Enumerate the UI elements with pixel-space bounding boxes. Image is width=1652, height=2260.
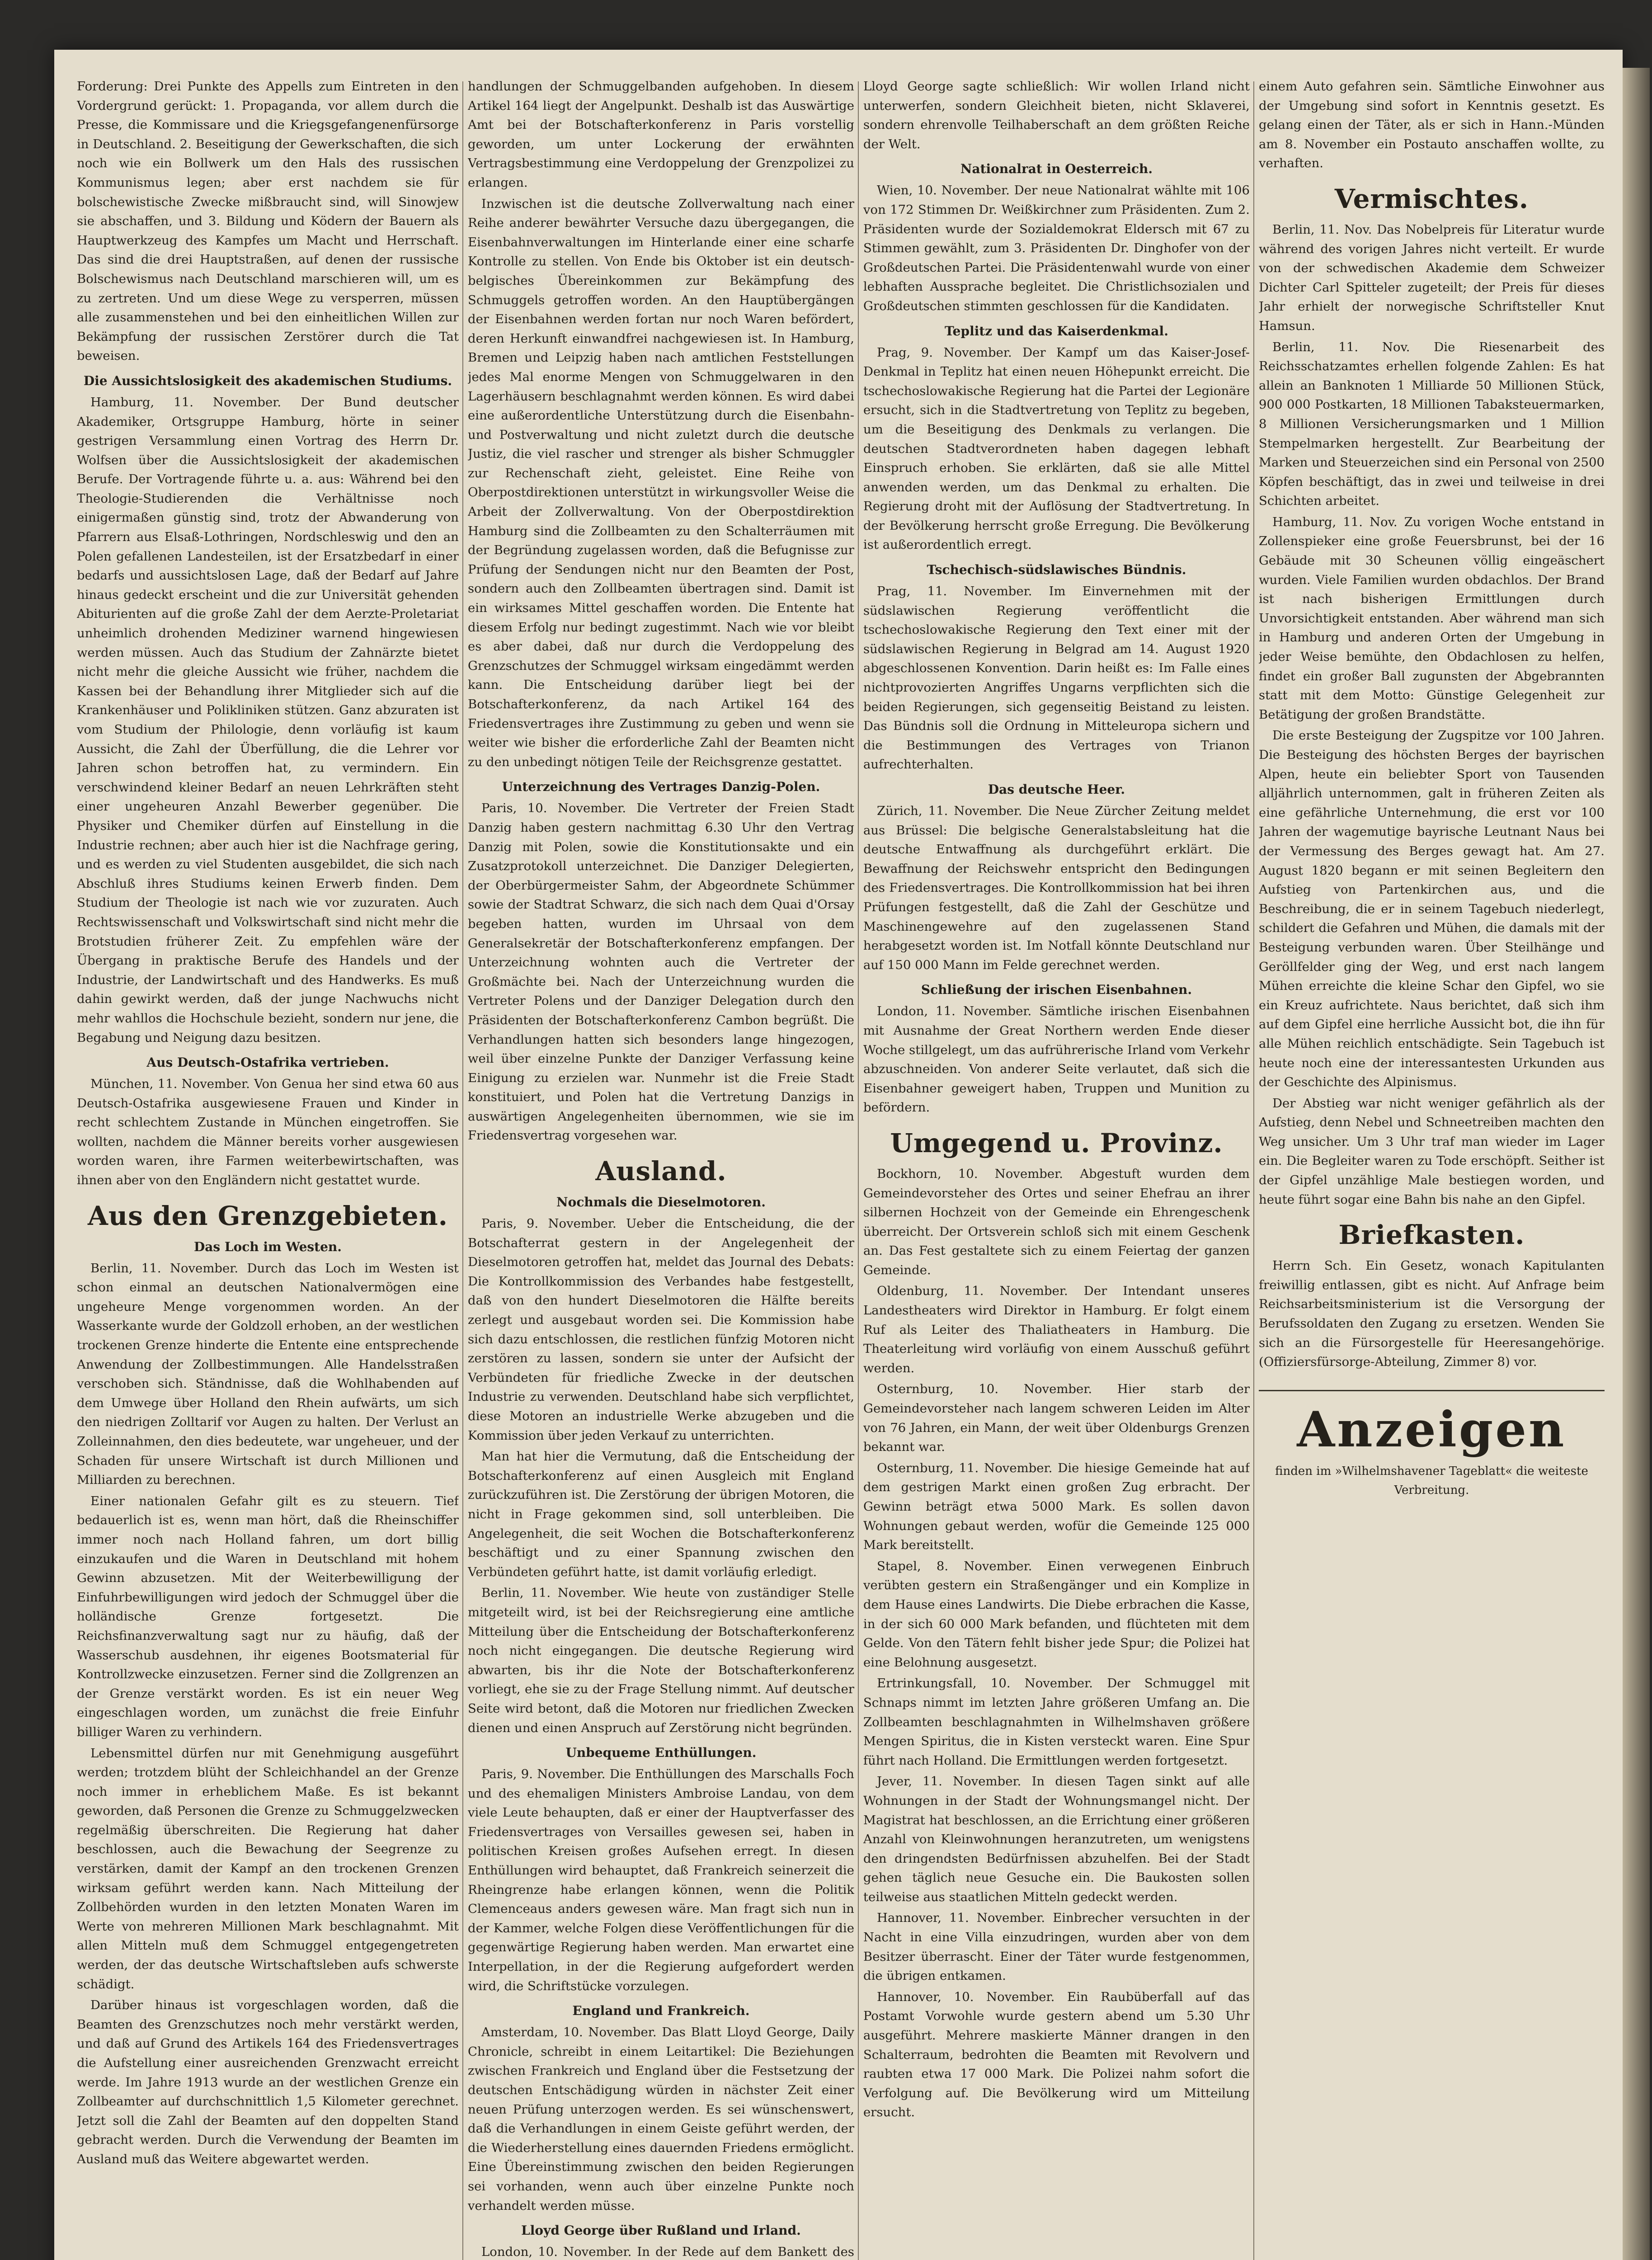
article-paragraph: Hamburg, 11. Nov. Zu vorigen Woche entstand in Zollenspieker eine große Feuersbrunst, bei der 16 Gebäude mit 30 Scheunen völlig eingeäschert wurden. Viele Familien wurden obdachlos. Der Brand ist nach bisherigen Ermittlungen durch Unvorsichtigkeit entstanden. Aber während man sich in Hamburg und anderen Orten der Umgebung in jeder Weise bemühte, den Obdachlosen zu helfen, findet ein großer Ball zugunsten der Abgebrannten statt mit dem Motto: Günstige Gelegenheit zur Betätigung der großen Brandstätte.	[1259, 514, 1605, 722]
article-heading: Aus Deutsch-Ostafrika vertrieben.	[146, 1055, 389, 1070]
article-paragraph: Paris, 9. November. Ueber die Entscheidung, die der Botschafterrat gestern in der Angelegenheit der Dieselmotoren getroffen hat, meldet das Journal des Debats: Die Kontrollkommission des Verbandes habe festgestellt, daß von den hundert Dieselmotoren die Hälfte bereits zerlegt und ausgebaut worden sei. Die Kommission habe sich dazu entschlossen, die restlichen fünfzig Motoren nicht zerstören zu lassen, sondern sie unter der Aufsicht der Verbündeten für friedliche Zwecke in der deutschen Industrie zu verwenden. Deutschland habe sich verpflichtet, diese Motoren an industrielle Werke abzugeben und die Kommission über jeden Verkauf zu unterrichten.	[468, 1216, 854, 1443]
article-heading: Das Loch im Westen.	[193, 1239, 342, 1254]
article-paragraph: Jever, 11. November. In diesen Tagen sinkt auf alle Wohnungen in der Stadt der Wohnungsmangel nicht. Der Magistrat hat beschlossen, an die Errichtung einer größeren Anzahl von Kleinwohnungen heranzutreten, um wenigstens den dringendsten Bedürfnissen abzuhelfen. Bei der Stadt gehen täglich neue Gesuche ein. Die Baukosten sollen teilweise aus staatlichen Mitteln gedeckt werden.	[863, 1774, 1250, 1904]
page-edge	[1623, 68, 1650, 2260]
section-heading: Umgegend u. Provinz.	[890, 1127, 1223, 1158]
article-paragraph: München, 11. November. Von Genua her sind etwa 60 aus Deutsch-Ostafrika ausgewiesene Frauen und Kinder in recht schlechtem Zustande in München eingetroffen. Sie wollten, nachdem die Männer bereits vorher ausgewiesen worden waren, ihre Farmen weiterbewirtschaften, was ihnen aber von den Engländern nicht gestattet wurde.	[77, 1077, 459, 1188]
article-paragraph: Bockhorn, 10. November. Abgestuft wurden dem Gemeindevorsteher des Ortes und seiner Ehefrau an ihrer silbernen Hochzeit von der Gemeinde ein Ehrengeschenk überreicht. Der Ortsverein schloß sich mit einem Geschenk an. Das Fest gestaltete sich zu einem Feiertag der ganzen Gemeinde.	[863, 1166, 1250, 1277]
article-heading: Die Aussichtslosigkeit des akademischen Studiums.	[83, 373, 452, 388]
article-paragraph: einem Auto gefahren sein. Sämtliche Einwohner aus der Umgebung sind sofort in Kenntnis gesetzt. Es gelang einen der Täter, als er sich in Hann.-Münden am 8. November ein Postauto anschaffen wollte, zu verhaften.	[1259, 79, 1605, 171]
article-paragraph: London, 10. November. In der Rede auf dem Bankett des	[481, 2245, 854, 2260]
article-heading: Lloyd George über Rußland und Irland.	[521, 2223, 801, 2238]
article-paragraph: Zürich, 11. November. Die Neue Zürcher Zeitung meldet aus Brüssel: Die belgische Generalstabsleitung hat die deutsche Entwaffnung als durchgeführt erklärt. Die Bewaffnung der Reichswehr entspricht den Bedingungen des Friedensvertrages. Die Kontrollkommission hat bei ihren Prüfungen festgestellt, daß die Zahl der Geschütze und Maschinengewehre auf den zugelassenen Stand herabgesetzt worden ist. Im Notfall könnte Deutschland nur auf 150 000 Mann im Felde gerechnet werden.	[863, 804, 1250, 972]
article-paragraph: Ertrinkungsfall, 10. November. Der Schmuggel mit Schnaps nimmt im letzten Jahre größeren Umfang an. Die Zollbeamten beschlagnahmten in Wilhelmshaven größere Mengen Spiritus, die in Kisten versteckt waren. Eine Spur führt nach Holland. Die Ermittlungen werden fortgesetzt.	[863, 1676, 1250, 1768]
article-paragraph: Berlin, 11. Nov. Die Riesenarbeit des Reichsschatzamtes erhellen folgende Zahlen: Es hat allein an Banknoten 1 Milliarde 50 Millionen Stück, 900 000 Postkarten, 18 Millionen Tabaksteuermarken, 8 Millionen Versicherungsmarken und 1 Million Stempelmarken hergestellt. Zur Bearbeitung der Marken und Steuerzeichen sind ein Personal von 2500 Köpfen beschäftigt, das in zwei und teilweise in drei Schichten arbeitet.	[1259, 339, 1605, 508]
article-paragraph: Berlin, 11. November. Wie heute von zuständiger Stelle mitgeteilt wird, ist bei der Reichsregierung eine amtliche Mitteilung über die Entscheidung der Botschafterkonferenz noch nicht eingegangen. Die deutsche Regierung wird abwarten, bis ihr die Note der Botschafterkonferenz vorliegt, ehe sie zu der Frage Stellung nimmt. Auf deutscher Seite wird betont, daß die Motoren nur friedlichen Zwecken dienen und einen Anspruch auf Zerstörung nicht begründen.	[468, 1586, 854, 1735]
article-paragraph: Inzwischen ist die deutsche Zollverwaltung nach einer Reihe anderer bewährter Versuche dazu übergegangen, die Eisenbahnverwaltungen im Hinterlande einer eine scharfe Kontrolle zu stellen. Von Ende bis Oktober ist ein deutsch-belgisches Übereinkommen zur Bekämpfung des Schmuggels getroffen worden. An den Hauptübergängen der Eisenbahnen werden fortan nur noch Waren befördert, deren Herkunft einwandfrei nachgewiesen ist. In Hamburg, Bremen und Leipzig haben nach amtlichen Feststellungen jedes Mal enorme Mengen von Schmuggelwaren in den Lagerhäusern beschlagnahmt werden können. Es wird dabei eine außerordentliche Unterstützung durch die Eisenbahn- und Postverwaltung und nicht zuletzt durch die deutsche Justiz, die viel rascher und strenger als bisher Schmuggler zur Rechenschaft zieht, geleistet. Eine Reihe von Oberpostdirektionen unterstützt in wirkungsvoller Weise die Arbeit der Zollverwaltung. Von der Oberpostdirektion Hamburg sind die Zollbeamten zu den Schalterräumen mit der Begründung zugelassen worden, daß die Befugnisse zur Prüfung der Sendungen nicht nur den Beamten der Post, sondern auch den Zollbeamten übertragen sind. Damit ist ein wirksames Mittel geschaffen worden. Die Entente hat diesem Erfolg nur bedingt zugestimmt. Nach wie vor bleibt es aber dabei, daß nur durch die Verdoppelung des Grenzschutzes der Schmuggel wirksam eingedämmt werden kann. Die Entscheidung darüber liegt bei der Botschafterkonferenz, da nach Artikel 164 des Friedensvertrages ihre Zustimmung zu geben und wenn sie weiter wie bisher die erforderliche Zahl der Beamten nicht zu den unbedingt nötigen Teile der Reichsgrenze gestattet.	[468, 196, 854, 769]
article-heading: Nationalrat in Oesterreich.	[960, 161, 1153, 177]
article-paragraph: Lloyd George sagte schließlich: Wir wollen Irland nicht unterwerfen, sondern Gleichheit bieten, nicht Sklaverei, sondern ehrenvolle Teilhaberschaft an dem größten Reiche der Welt.	[863, 79, 1250, 151]
article-paragraph: Hannover, 10. November. Ein Raubüberfall auf das Postamt Vorwohle wurde gestern abend um 5.30 Uhr ausgeführt. Mehrere maskierte Männer drangen in den Schalterraum, bedrohten die Beamten mit Revolvern und raubten etwa 17 000 Mark. Die Polizei nahm sofort die Verfolgung auf. Die Bevölkerung wird um Mitteilung ersucht.	[863, 1989, 1250, 2120]
article-paragraph: Darüber hinaus ist vorgeschlagen worden, daß die Beamten des Grenzschutzes noch mehr verstärkt werden, und daß auf Grund des Artikels 164 des Friedensvertrages die Aufstellung einer ausreichenden Grenzwacht erreicht werde. Im Jahre 1913 wurde an der westlichen Grenze ein Zollbeamter auf durchschnittlich 1,5 Kilometer gerechnet. Jetzt soll die Zahl der Beamten auf den doppelten Stand gebracht werden. Durch die Verwendung der Beamten im Ausland muß das Weitere abgewartet werden.	[77, 1998, 459, 2166]
article-paragraph: Berlin, 11. November. Durch das Loch im Westen ist schon einmal an deutschen Nationalvermögen eine ungeheure Menge vorgenommen worden. An der Wasserkante wurde der Goldzoll erhoben, an der westlichen trockenen Grenze hinderte die Entente eine entsprechende Anwendung der Zollbestimmungen. Alle Handelsstraßen verschoben sich. Ständnisse, daß die Wohlhabenden auf dem Umwege über Holland den Rhein aufwärts, um sich den niedrigen Zolltarif vor Augen zu halten. Der Verlust an Zolleinnahmen, den dies bedeutete, war ungeheuer, und der Schaden für unsere Wirtschaft ist durch Millionen und Milliarden zu berechnen.	[77, 1261, 459, 1488]
column-2	[468, 77, 854, 2260]
article-paragraph: Man hat hier die Vermutung, daß die Entscheidung der Botschafterkonferenz auf einen Ausgleich mit England zurückzuführen ist. Die Zerstörung der übrigen Motoren, die nicht in Frage gekommen sind, soll unterbleiben. Die Angelegenheit, die seit Wochen die Botschafterkonferenz beschäftigt und zu einer Spannung zwischen den Verbündeten geführt hatte, ist damit vorläufig erledigt.	[468, 1449, 854, 1579]
section-heading: Vermischtes.	[1334, 183, 1529, 214]
article-heading: Nochmals die Dieselmotoren.	[556, 1195, 766, 1210]
column-rule	[858, 81, 859, 2260]
article-paragraph: Wien, 10. November. Der neue Nationalrat wählte mit 106 von 172 Stimmen Dr. Weißkirchner zum Präsidenten. Zum 2. Präsidenten wurde der Sozialdemokrat Eldersch mit 67 zu Stimmen gewählt, zum 3. Präsidenten Dr. Dinghofer von der Großdeutschen Partei. Die Präsidentenwahl wurde von einer lebhaften Aussprache begleitet. Die Christlichsozialen und Großdeutschen stimmten geschlossen für die Kandidaten.	[863, 183, 1250, 313]
article-paragraph: Forderung: Drei Punkte des Appells zum Eintreten in den Vordergrund gerückt: 1. Propaganda, vor allem durch die Presse, die Kommissare und die Kriegsgefangenenfürsorge in Deutschland. 2. Beseitigung der Gewerkschaften, die sich noch wie ein Bollwerk um den Hals des russischen Kommunismus legen; aber erst nachdem sie für bolschewistische Zwecke mißbraucht sind, will Sinowjew sie abschaffen, und 3. Bildung und Ködern der Bauern als Hauptwerkzeug des Kampfes um Macht und Herrschaft. Das sind die drei Hauptstraßen, auf denen der russische Bolschewismus nach Deutschland marschieren will, um es zu zertreten. Und um diese Wege zu versperren, müssen alle zusammenstehen und bei den einheitlichen Willen zur Bekämpfung der russischen Zerstörer durch die Tat beweisen.	[77, 79, 459, 363]
ads-heading: Anzeigen	[1259, 1390, 1605, 1457]
article-paragraph: Osternburg, 10. November. Hier starb der Gemeindevorsteher nach langem schweren Leiden im Alter von 76 Jahren, ein Mann, der weit über Oldenburgs Grenzen bekannt war.	[863, 1382, 1250, 1455]
column-1	[77, 77, 459, 2260]
section-heading: Briefkasten.	[1338, 1219, 1525, 1251]
column-rule	[462, 81, 463, 2260]
article-paragraph: Der Abstieg war nicht weniger gefährlich als der Aufstieg, denn Nebel und Schneetreiben machten den Weg unsicher. Um 3 Uhr traf man wieder im Lager ein. Die Begleiter waren zu Tode erschöpft. Seither ist der Gipfel unzählige Male bestiegen worden, und heute führt sogar eine Bahn bis nahe an den Gipfel.	[1259, 1096, 1605, 1207]
article-paragraph: London, 11. November. Sämtliche irischen Eisenbahnen mit Ausnahme der Great Northern werden Ende dieser Woche stillgelegt, um das aufrührerische Irland vom Verkehr abzuschneiden. Von anderer Seite verlautet, daß sich die Eisenbahner geweigert haben, Truppen und Munition zu befördern.	[863, 1004, 1250, 1115]
article-heading: Unbequeme Enthüllungen.	[565, 1745, 757, 1761]
article-heading: Tschechisch-südslawisches Bündnis.	[927, 562, 1186, 578]
article-heading: Teplitz und das Kaiserdenkmal.	[945, 323, 1168, 339]
section-heading: Ausland.	[595, 1156, 727, 1187]
article-heading: Das deutsche Heer.	[988, 782, 1125, 797]
article-paragraph: Stapel, 8. November. Einen verwegenen Einbruch verübten gestern ein Straßengänger und ein Komplize in dem Hause eines Landwirts. Die Diebe erbrachen die Kasse, in der sich 60 000 Mark befanden, und flüchteten mit dem Gelde. Von den Tätern fehlt bisher jede Spur; die Polizei hat eine Belohnung ausgesetzt.	[863, 1558, 1250, 1670]
column-4	[1259, 77, 1605, 2260]
article-paragraph: handlungen der Schmuggelbanden aufgehoben. In diesem Artikel 164 liegt der Angelpunkt. Deshalb ist das Auswärtige Amt bei der Botschafterkonferenz in Paris vorstellig geworden, um unter Lockerung der erwähnten Vertragsbestimmung eine Verdoppelung der Grenzpolizei zu erlangen.	[468, 79, 854, 190]
article-paragraph: Prag, 9. November. Der Kampf um das Kaiser-Josef-Denkmal in Teplitz hat einen neuen Höhepunkt erreicht. Die tschechoslowakische Regierung hat die Partei der Legionäre ersucht, sich in die Stadtvertretung von Teplitz zu begeben, um die Beseitigung des Denkmals zu verlangen. Die deutschen Stadtverordneten haben dagegen lebhaft Einspruch erhoben. Sie erklärten, daß sie alle Mittel anwenden werden, um das Denkmal zu erhalten. Die Regierung droht mit der Auflösung der Stadtvertretung. In der Bevölkerung herrscht große Erregung. Die Bevölkerung ist außerordentlich erregt.	[863, 345, 1250, 552]
article-paragraph: Lebensmittel dürfen nur mit Genehmigung ausgeführt werden; trotzdem blüht der Schleichhandel an der Grenze noch immer in erheblichem Maße. Es ist bekannt geworden, daß Personen die Grenze zu Schmuggelzwecken regelmäßig überschreiten. Die Regierung hat daher beschlossen, auch die Bewachung der Seegrenze zu verstärken, damit der Kampf an den trockenen Grenzen wirksam geführt werden kann. Nach Mitteilung der Zollbehörden wurden in den letzten Monaten Waren im Werte von mehreren Millionen Mark beschlagnahmt. Mit allen Mitteln muß dem Schmuggel entgegengetreten werden, der das deutsche Wirtschaftsleben aufs schwerste schädigt.	[77, 1746, 459, 1992]
article-heading: Unterzeichnung des Vertrages Danzig-Polen.	[502, 779, 820, 795]
article-paragraph: Oldenburg, 11. November. Der Intendant unseres Landestheaters wird Direktor in Hamburg. Er folgt einem Ruf als Leiter des Thaliatheaters in Hamburg. Die Theaterleitung wird vorläufig von einem Ausschuß geführt werden.	[863, 1284, 1250, 1375]
article-paragraph: Prag, 11. November. Im Einvernehmen mit der südslawischen Regierung veröffentlicht die tschechoslowakische Regierung den Text einer mit der südslawischen Regierung in Belgrad am 14. August 1920 abgeschlossenen Konvention. Darin heißt es: Im Falle eines nichtprovozierten Angriffes Ungarns verpflichten sich die beiden Regierungen, sich gegenseitig Beistand zu leisten. Das Bündnis soll die Ordnung in Mitteleuropa sichern und die Bestimmungen des Vertrages von Trianon aufrechterhalten.	[863, 584, 1250, 772]
article-paragraph: Hannover, 11. November. Einbrecher versuchten in der Nacht in eine Villa einzudringen, wurden aber von dem Besitzer überrascht. Einer der Täter wurde festgenommen, die übrigen entkamen.	[863, 1911, 1250, 1983]
column-rule	[1253, 81, 1254, 2260]
article-paragraph: Berlin, 11. Nov. Das Nobelpreis für Literatur wurde während des vorigen Jahres nicht verteilt. Er wurde von der schwedischen Akademie dem Schweizer Dichter Carl Spitteler zugeteilt; der Preis für dieses Jahr erhielt der norwegische Schriftsteller Knut Hamsun.	[1259, 222, 1605, 333]
article-paragraph: Hamburg, 11. November. Der Bund deutscher Akademiker, Ortsgruppe Hamburg, hörte in seiner gestrigen Versammlung einen Vortrag des Herrn Dr. Wolfsen über die Aussichtslosigkeit der akademischen Berufe. Der Vortragende führte u. a. aus: Während bei den Theologie-Studierenden die Verhältnisse noch einigermaßen günstig sind, trotz der Abwanderung von Pfarrern aus Elsaß-Lothringen, Nordschleswig und den an Polen gefallenen Landesteilen, ist der Ersatzbedarf in einer bedarfs und aussichtslosen Lage, daß der Bedarf auf Jahre hinaus gedeckt erscheint und die zur Universität gehenden Abiturienten auf die große Zahl der dem Aerzte-Proletariat unheimlich drohenden Mediziner warnend hingewiesen werden müssen. Auch das Studium der Zahnärzte bietet nicht mehr die gleiche Aussicht wie früher, nachdem die Kassen bei der Behandlung ihrer Mitglieder sich auf die Krankenhäuser und Polikliniken stützen. Ganz abzuraten ist vom Studium der Philologie, denn vorläufig ist kaum Aussicht, die Zahl der Überfüllung, die die Lehrer vor Jahren schon betroffen hat, zu vermindern. Ein verschwindend kleiner Bedarf an neuen Lehrkräften steht einer ungeheuren Anzahl Bewerber gegenüber. Die Physiker und Chemiker dürfen auf Einstellung in die Industrie rechnen; aber auch hier ist die Nachfrage gering, und es werden zu viel Studenten ausgebildet, die sich nach Abschluß ihres Studiums keinen Erwerb finden. Dem Studium der Theologie ist nach wie vor zuzuraten. Auch Rechtswissenschaft und Volkswirtschaft sind nicht mehr die Brotstudien früherer Zeit. Zu empfehlen wäre der Übergang in praktische Berufe des Handels und der Industrie, der Landwirtschaft und des Handwerks. Es muß dahin gewirkt werden, daß der junge Nachwuchs nicht mehr wahllos die Hochschule bezieht, sondern nur jene, die Begabung und Neigung dazu besitzen.	[77, 395, 459, 1045]
article-paragraph: Amsterdam, 10. November. Das Blatt Lloyd George, Daily Chronicle, schreibt in einem Leitartikel: Die Beziehungen zwischen Frankreich und England über die Festsetzung der deutschen Entschädigung würden in nächster Zeit einer neuen Prüfung unterzogen werden. Es sei wünschenswert, daß die Verhandlungen in einem Geiste geführt werden, der die Wiederherstellung eines dauernden Friedens ermöglicht. Eine Übereinstimmung zwischen den beiden Regierungen sei vorhanden, wenn auch über einzelne Punkte noch verhandelt werden müsse.	[468, 2025, 854, 2213]
article-paragraph: Osternburg, 11. November. Die hiesige Gemeinde hat auf dem gestrigen Markt einen großen Zug erbracht. Der Gewinn beträgt etwa 5000 Mark. Es sollen davon Wohnungen gebaut werden, wofür die Gemeinde 125 000 Mark bereitstellt.	[863, 1460, 1250, 1553]
ads-note: finden im »Wilhelmshavener Tageblatt« die weiteste Verbreitung.	[1275, 1464, 1588, 1497]
article-paragraph: Die erste Besteigung der Zugspitze vor 100 Jahren. Die Besteigung des höchsten Berges der bayrischen Alpen, heute ein beliebter Sport von Tausenden alljährlich unternommen, galt in früheren Zeiten als eine gefährliche Unternehmung, die erst vor 100 Jahren der wagemutige bayrische Leutnant Naus bei der Vermessung des Berges gewagt hat. Am 27. August 1820 begann er mit seinen Begleitern den Aufstieg von Partenkirchen aus, und die Beschreibung, die er in seinem Tagebuch niederlegt, schildert die Gefahren und Mühen, die damals mit der Besteigung verbunden waren. Über Steilhänge und Geröllfelder ging der Weg, und erst nach langem Mühen erreichte die kleine Schar den Gipfel, wo sie ein Kreuz aufrichtete. Naus berichtet, daß sich ihm auf dem Gipfel eine herrliche Aussicht bot, die ihn für alle Mühen reichlich entschädigte. Sein Tagebuch ist heute noch eine der interessantesten Urkunden aus der Geschichte des Alpinismus.	[1259, 728, 1605, 1090]
article-heading: England und Frankreich.	[572, 2003, 750, 2019]
article-paragraph: Einer nationalen Gefahr gilt es zu steuern. Tief bedauerlich ist es, wenn man hört, daß die Rheinschiffer immer noch nach Holland fahren, um dort billig einzukaufen und die Waren in Deutschland mit hohem Gewinn abzusetzen. Mit der Weiterbewilligung der Einfuhrbewilligungen wird jedoch der Schmuggel über die holländische Grenze fortgesetzt. Die Reichsfinanzverwaltung sagt nur zu häufig, daß der Wasserschub ausdehnen, ihr eigenes Bootsmaterial für Kontrollzwecke einzusetzen. Ferner sind die Zollgrenzen an der Grenze verstärkt worden. Es ist ein neuer Weg eingeschlagen worden, um zunächst die freie Einfuhr billiger Waren zu verhindern.	[77, 1493, 459, 1739]
section-heading: Aus den Grenzgebieten.	[88, 1200, 448, 1231]
column-3	[863, 77, 1250, 2260]
article-paragraph: Herrn Sch. Ein Gesetz, wonach Kapitulanten freiwillig entlassen, gibt es nicht. Auf Anfrage beim Reichsarbeitsministerium ist die Versorgung der Berufssoldaten den Zugang zu ersetzen. Wenden Sie sich an die Fürsorgestelle für Heeresangehörige. (Offiziersfürsorge-Abteilung, Zimmer 8) vor.	[1259, 1258, 1605, 1370]
article-paragraph: Paris, 9. November. Die Enthüllungen des Marschalls Foch und des ehemaligen Ministers Ambroise Landau, von dem viele Leute behaupten, daß er einer der Hauptverfasser des Friedensvertrages von Versailles gewesen sei, haben in politischen Kreisen großes Aufsehen erregt. In diesen Enthüllungen wird behauptet, daß Frankreich seinerzeit die Rheingrenze habe erlangen können, wenn die Politik Clemenceaus anders gewesen wäre. Man fragt sich nun in der Kammer, welche Folgen diese Veröffentlichungen für die gegenwärtige Regierung haben werden. Man erwartet eine Interpellation, in der die Regierung aufgefordert werden wird, die Schriftstücke vorzulegen.	[468, 1767, 854, 1993]
article-paragraph: Paris, 10. November. Die Vertreter der Freien Stadt Danzig haben gestern nachmittag 6.30 Uhr den Vertrag Danzig mit Polen, sowie die Konstitutionsakte und ein Zusatzprotokoll unterzeichnet. Die Danziger Delegierten, der Oberbürgermeister Sahm, der Abgeordnete Schümmer sowie der Stadtrat Schwarz, die sich nach dem Quai d'Orsay begeben hatten, wurden im Uhrsaal von dem Generalsekretär der Botschafterkonferenz empfangen. Der Unterzeichnung wohnten auch die Vertreter der Großmächte bei. Nach der Unterzeichnung wurden die Vertreter Polens und der Danziger Delegation durch den Präsidenten der Botschafterkonferenz Cambon begrüßt. Die Verhandlungen hatten sich besonders lange hingezogen, weil über einzelne Punkte der Danziger Verfassung keine Einigung zu erzielen war. Nunmehr ist die Freie Stadt konstituiert, und Polen hat die Vertretung Danzigs in auswärtigen Angelegenheiten übernommen, wie sie im Friedensvertrag vorgesehen war.	[468, 801, 854, 1143]
article-heading: Schließung der irischen Eisenbahnen.	[921, 982, 1192, 998]
